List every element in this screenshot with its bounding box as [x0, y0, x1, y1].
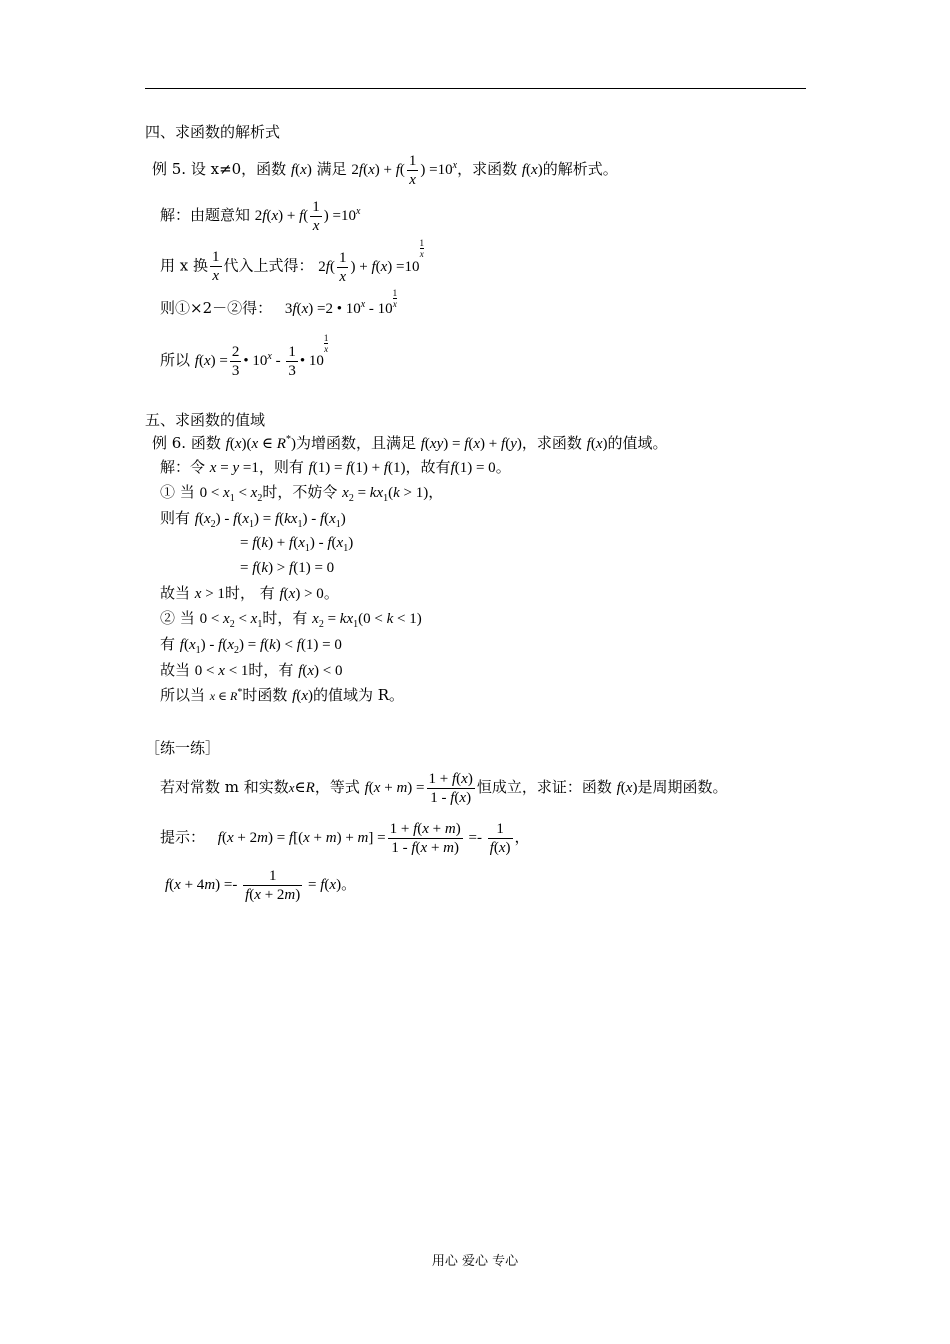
example6-case2: ② 当 $0 < x_2 < x_1$时，有 $x_2 = kx_1(0 < k < 1)$ [160, 609, 422, 630]
section4-heading: 四、求函数的解析式 [145, 123, 281, 141]
example5-solution-step2: 用 x 换 $\frac{1}{x}$ 代入上式得： 2f( $\frac{1}{x}$ ) + f(x) =10 $\frac{1}{x}$ [160, 238, 424, 285]
example5-solution-step3: 则①×2－②得： 3f(x) =2 • 10$^x$ - 10 $\frac{1}{x}$ [160, 288, 398, 317]
example6-derivation-line1: 则有 $f(x_2) - f(x_1) = f(kx_1) - f(x_1)$ [160, 509, 346, 530]
example6-case2-derivation: 有 $f(x_1) - f(x_2) = f(k) < f(1) = 0$ [160, 635, 342, 656]
example5-solution-step1: 解：由题意知 2f(x) + f( $\frac{1}{x}$ ) $=10^x$ [160, 199, 361, 234]
example6-solution-intro: 解：令 x = y =1，则有 f(1) = f(1) + f(1)，故有f(1) = 0。 [160, 458, 511, 476]
practice-problem: 若对常数 m 和实数x∈R，等式 f(x + m) = $\frac{1 + f(x)}{1 - f(x)}$ 恒成立，求证：函数 f(x)是周期函数。 [160, 771, 728, 806]
section5-heading: 五、求函数的值域 [145, 411, 266, 429]
practice-heading: ［练一练］ [145, 739, 221, 757]
example6-derivation-line2: = $f(k) + f(x_1) - f(x_1)$ [240, 535, 354, 554]
example6-case1: ① 当 $0 < x_1 < x_2$时，不妨令 $x_2 = kx_1(k > 1)$， [160, 483, 444, 504]
example5-statement: 例 5. 设 x≠0，函数 f(x) 满足 2f(x) + f( $\frac{1}{x}$ ) $=10^x$，求函数 f(x)的解析式。 [152, 153, 618, 188]
example6-final: 所以当 x ∈ R*时函数 f(x)的值域为 R。 [160, 686, 405, 704]
example6-conclusion1: 故当 x > 1时， 有 f(x) > 0。 [160, 584, 339, 602]
example5-solution-result: 所以 f(x) = $\frac{2}{3}$ • 10$^x$ - $\frac{1}{3}$ • 10 $\frac{1}{x}$ [160, 333, 329, 379]
example6-conclusion2: 故当 0 < x < 1时，有 f(x) < 0 [160, 661, 343, 679]
example6-statement: 例 6. 函数 f(x)(x ∈ R*)为增函数，且满足 f(xy) = f(x) + f(y)，求函数 f(x)的值域。 [152, 434, 668, 452]
page-footer: 用心 爱心 专心 [431, 1254, 519, 1269]
practice-hint-line1: 提示： f(x + 2m) = f[(x + m) + m] = $\frac{1 + f(x + m)}{1 - f(x + m)}$ =- $\frac{1}{f(x)}$ ， [160, 821, 530, 856]
example6-derivation-line3: = f(k) > f(1) = 0 [240, 560, 335, 576]
header-rule [145, 88, 806, 89]
practice-hint-line2: f(x + 4m) =- $\frac{1}{f(x + 2m)}$ = f(x)。 [165, 868, 357, 903]
